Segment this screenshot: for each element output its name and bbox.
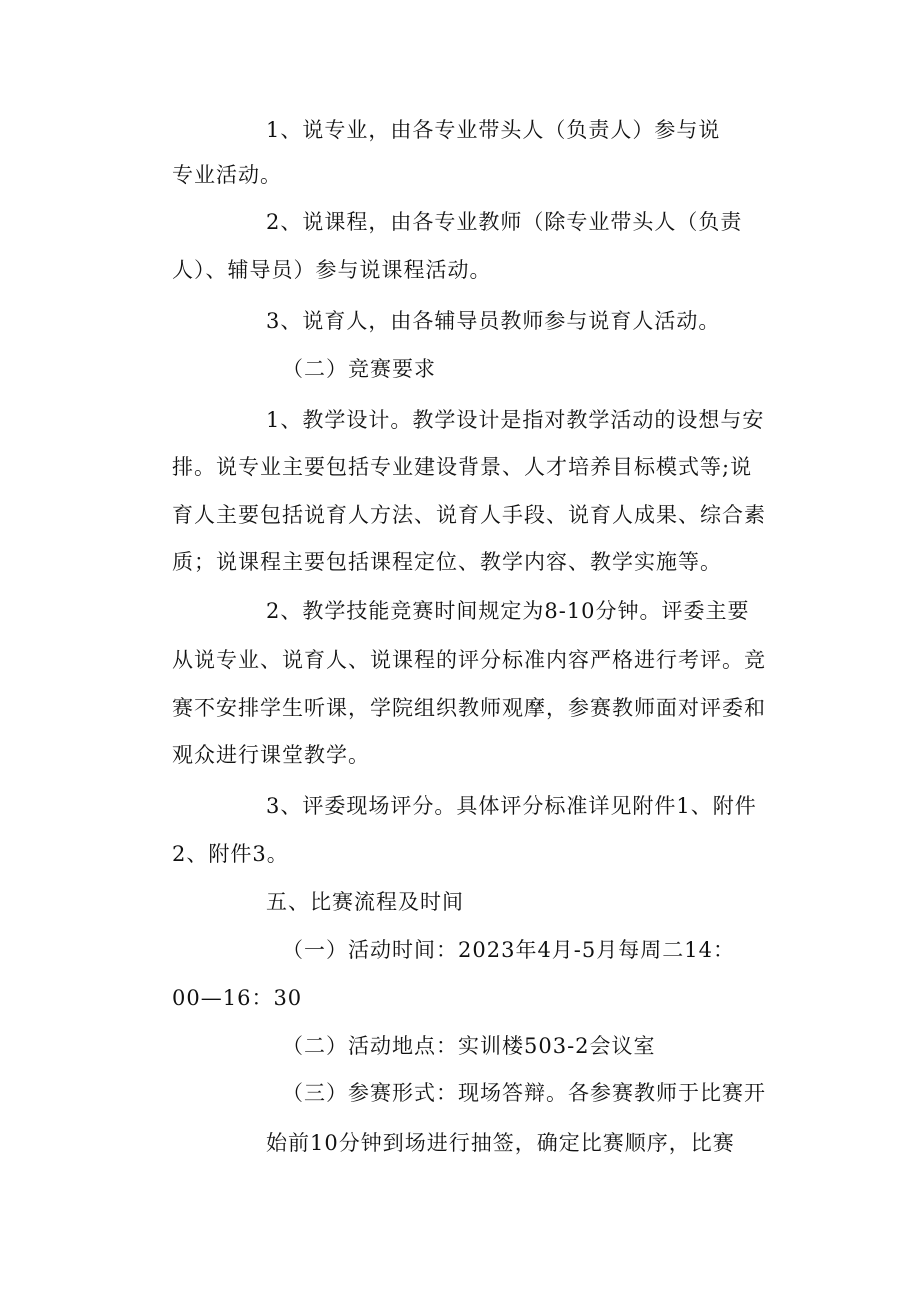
text-line: （三）参赛形式：现场答辩。各参赛教师于比赛开	[282, 1081, 766, 1105]
section-heading: 五、比赛流程及时间	[266, 890, 464, 914]
text-line: 始前10分钟到场进行抽签，确定比赛顺序，比赛	[266, 1131, 735, 1155]
text-line: 人）、辅导员）参与说课程活动。	[172, 258, 492, 282]
text-line: 2、说课程，由各专业教师（除专业带头人（负责	[266, 210, 743, 234]
text-line: 质；说课程主要包括课程定位、教学内容、教学实施等。	[172, 550, 722, 574]
text-line: （一）活动时间：2023年4月-5月每周二14：	[282, 938, 735, 962]
text-line: 排。说专业主要包括专业建设背景、人才培养目标模式等;说	[172, 455, 753, 479]
text-line: 1、教学设计。教学设计是指对教学活动的设想与安	[266, 408, 765, 432]
text-line: 2、附件3。	[172, 842, 289, 866]
text-line: 育人主要包括说育人方法、说育人手段、说育人成果、综合素	[172, 503, 766, 527]
text-line: 2、教学技能竞赛时间规定为8-10分钟。评委主要	[266, 599, 750, 623]
text-line: 从说专业、说育人、说课程的评分标准内容严格进行考评。竞	[172, 648, 766, 672]
text-line: 赛不安排学生听课，学院组织教师观摩，参赛教师面对评委和	[172, 696, 766, 720]
text-line: 观众进行课堂教学。	[172, 743, 370, 767]
text-line: 3、说育人，由各辅导员教师参与说育人活动。	[266, 309, 721, 333]
text-line: 00—16：30	[172, 986, 303, 1010]
text-line: （二）活动地点：实训楼503-2会议室	[282, 1034, 656, 1058]
section-heading: （二）竞赛要求	[282, 357, 436, 381]
text-line: 1、说专业，由各专业带头人（负责人）参与说	[266, 118, 721, 142]
text-line: 3、评委现场评分。具体评分标准详见附件1、附件	[266, 794, 757, 818]
text-line: 专业活动。	[172, 163, 282, 187]
